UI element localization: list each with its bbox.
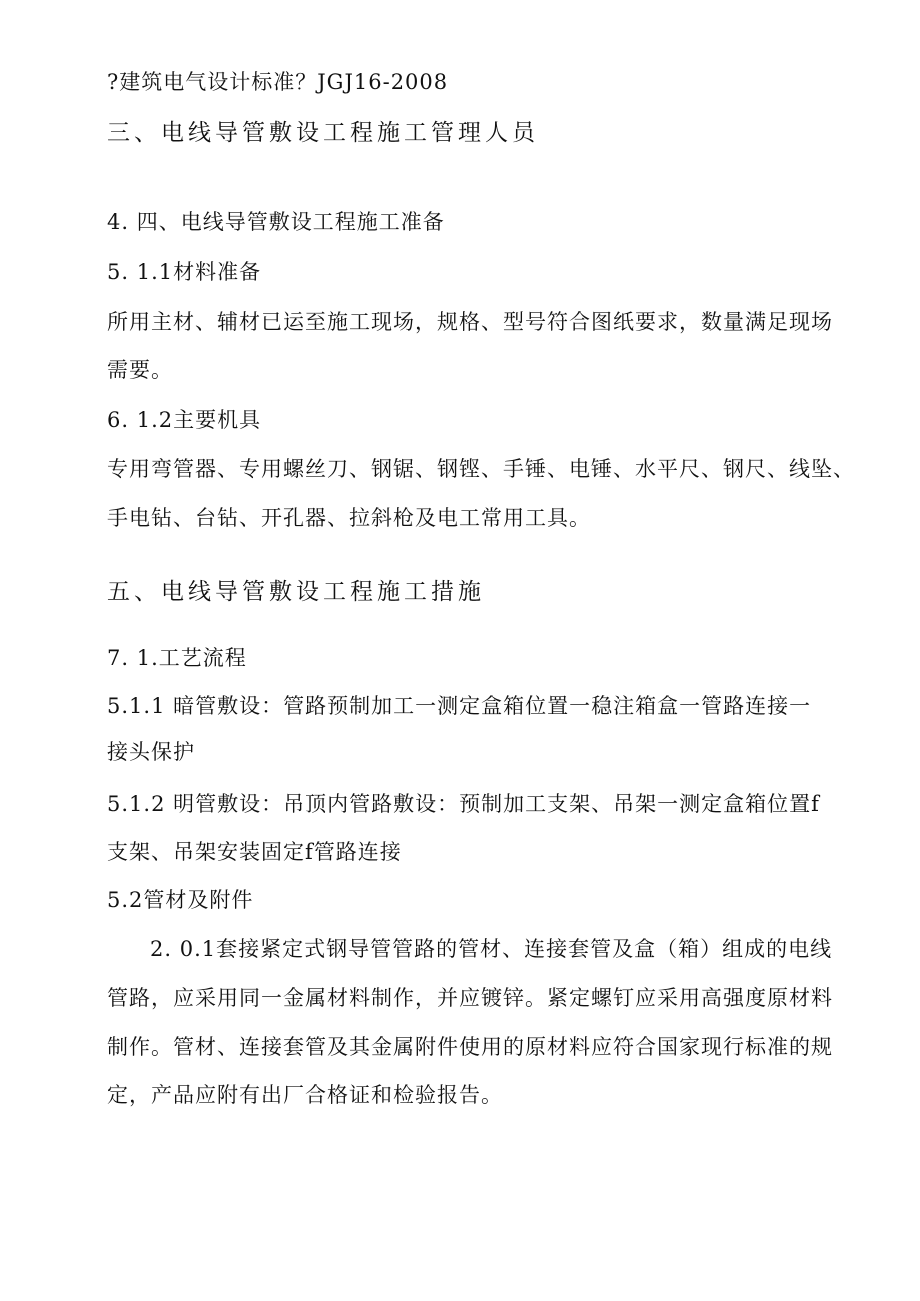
pipe-paragraph-line-2: 管路，应采用同一金属材料制作，并应镀锌。紧定螺钉应采用高强度原材料 <box>107 986 833 1010</box>
concealed-pipe-line-1: 5.1.1 暗管敷设：管路预制加工一测定盒箱位置一稳注箱盒一管路连接一 <box>107 694 812 718</box>
section-heading-3: 三、电线导管敷设工程施工管理人员 <box>107 120 539 146</box>
item-5-heading: 5. 1.1材料准备 <box>107 260 262 284</box>
materials-paragraph-line-1: 所用主材、辅材已运至施工现场，规格、型号符合图纸要求，数量满足现场 <box>107 310 833 334</box>
section-heading-5: 五、电线导管敷设工程施工措施 <box>107 579 485 605</box>
concealed-pipe-line-2: 接头保护 <box>107 740 195 764</box>
item-7-heading: 7. 1.工艺流程 <box>107 646 247 670</box>
pipe-paragraph-line-1: 2. 0.1套接紧定式钢导管管路的管材、连接套管及盒（箱）组成的电线 <box>150 937 833 961</box>
subsection-5-2-heading: 5.2管材及附件 <box>107 888 254 912</box>
materials-paragraph-line-2: 需要。 <box>107 358 173 382</box>
item-4-heading: 4. 四、电线导管敷设工程施工准备 <box>107 210 445 234</box>
pipe-paragraph-line-4: 定，产品应附有出厂合格证和检验报告。 <box>107 1083 503 1107</box>
exposed-pipe-line-1: 5.1.2 明管敷设：吊顶内管路敷设：预制加工支架、吊架一测定盒箱位置f <box>107 792 820 816</box>
exposed-pipe-line-2: 支架、吊架安装固定f管路连接 <box>107 840 402 864</box>
tools-paragraph-line-2: 手电钻、台钻、开孔器、拉斜枪及电工常用工具。 <box>107 506 591 530</box>
item-6-heading: 6. 1.2主要机具 <box>107 408 262 432</box>
pipe-paragraph-line-3: 制作。管材、连接套管及其金属附件使用的原材料应符合国家现行标准的规 <box>107 1035 833 1059</box>
tools-paragraph-line-1: 专用弯管器、专用螺丝刀、钢锯、钢铿、手锤、电锤、水平尺、钢尺、线坠、 <box>107 457 855 481</box>
standard-reference: ?建筑电气设计标准？JGJ16-2008 <box>107 70 449 94</box>
